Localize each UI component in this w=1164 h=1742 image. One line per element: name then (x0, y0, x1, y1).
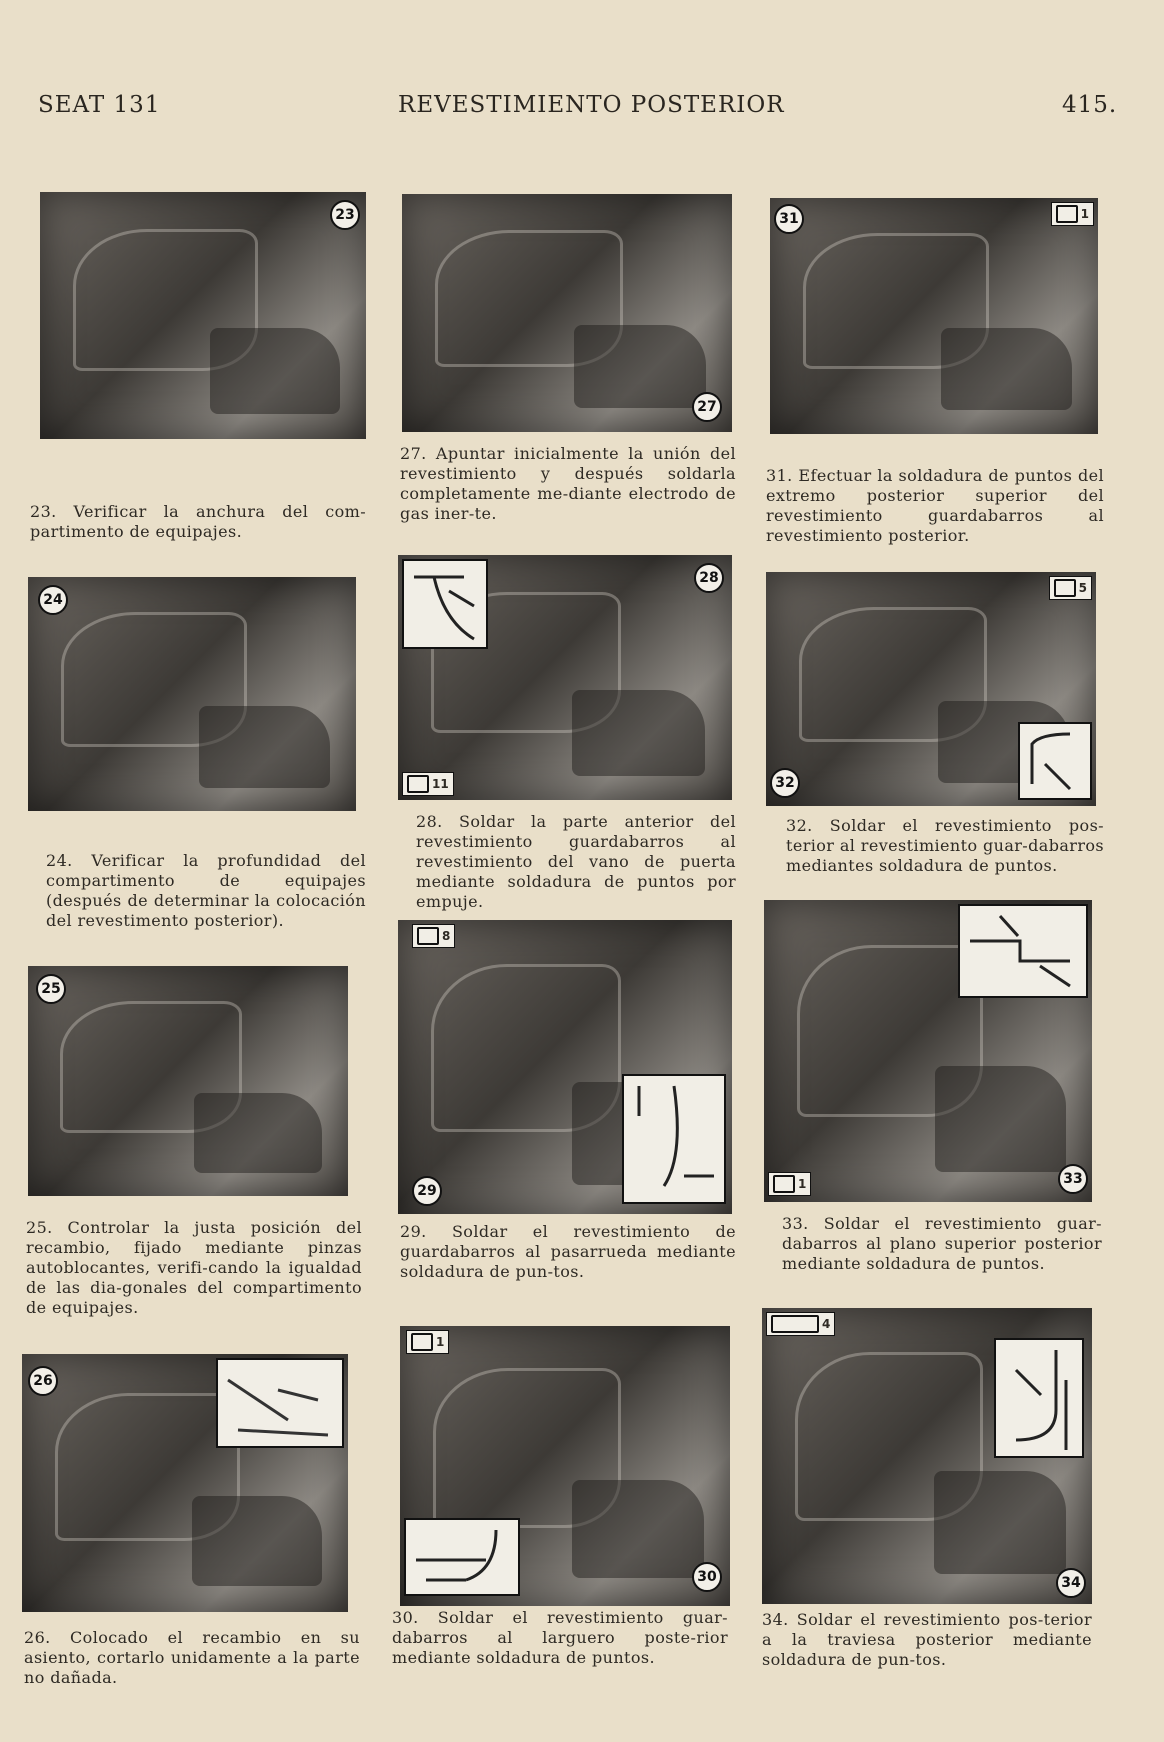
header-left: SEAT 131 (38, 92, 161, 118)
figure-29-number: 29 (412, 1176, 442, 1206)
figure-31-caption: 31. Efectuar la soldadura de puntos del extremo posterior superior del revestimiento guardabarros al revestimiento posterior. (766, 466, 1104, 545)
figure-24-number: 24 (38, 585, 68, 615)
figure-33-number: 33 (1058, 1164, 1088, 1194)
figure-26-number: 26 (28, 1366, 58, 1396)
figure-31-weld-tag-number: 1 (1080, 207, 1089, 221)
figure-23-number: 23 (330, 200, 360, 230)
weld-gun-icon (1054, 579, 1076, 597)
figure-30-weld-tag (406, 1330, 449, 1354)
figure-29-caption: 29. Soldar el revestimiento de guardabarros al pasarrueda mediante soldadura de pun-tos. (400, 1222, 736, 1281)
figure-32-detail-inset (1018, 722, 1092, 800)
figure-29-weld-tag (412, 924, 455, 948)
figure-29-photo (398, 920, 732, 1214)
figure-31-photo (770, 198, 1098, 434)
figure-30-weld-tag-number: 1 (436, 1335, 445, 1349)
figure-32-photo (766, 572, 1096, 806)
weld-gun-icon (417, 927, 439, 945)
weld-clamp-icon (1056, 205, 1078, 223)
figure-26-detail-inset (216, 1358, 344, 1448)
figure-34-photo (762, 1308, 1092, 1604)
figure-33-detail-inset (958, 904, 1088, 998)
weld-clamp-icon (411, 1333, 433, 1351)
weld-clamp-icon (407, 775, 429, 793)
weld-gun-icon (771, 1315, 819, 1333)
figure-28-weld-tag-number: 11 (432, 777, 449, 791)
figure-31-weld-tag (1051, 202, 1094, 226)
figure-25-number: 25 (36, 974, 66, 1004)
figure-28-photo (398, 555, 732, 800)
weld-clamp-icon (773, 1175, 795, 1193)
figure-32-caption: 32. Soldar el revestimiento pos-terior al revestimiento guar-dabarros mediantes soldadura de puntos. (786, 816, 1105, 875)
figure-33-photo (764, 900, 1092, 1202)
figure-24-caption: 24. Verificar la profundidad del compartimento de equipajes (después de determinar la colocación del revestimento posterior). (46, 851, 366, 930)
figure-34-detail-inset (994, 1338, 1084, 1458)
figure-24-photo (28, 577, 356, 811)
figure-33-weld-tag-number: 1 (798, 1177, 807, 1191)
page-title: REVESTIMIENTO POSTERIOR (398, 92, 785, 118)
figure-30-number: 30 (692, 1562, 722, 1592)
figure-30-caption: 30. Soldar el revestimiento guar-dabarros al larguero poste-rior mediante soldadura de puntos. (392, 1608, 728, 1667)
figure-25-caption: 25. Controlar la justa posición del recambio, fijado mediante pinzas autoblocantes, verifi-cando la igualdad de las dia-gonales del compartimento de equipajes. (26, 1218, 362, 1317)
figure-32-weld-tag (1049, 576, 1092, 600)
figure-29-weld-tag-number: 8 (442, 929, 451, 943)
page-number: 415. (1062, 92, 1118, 118)
figure-28-weld-tag (402, 772, 454, 796)
figure-34-number: 34 (1056, 1568, 1086, 1598)
figure-23-photo (40, 192, 366, 439)
figure-27-photo (402, 194, 732, 432)
figure-28-caption: 28. Soldar la parte anterior del revestimiento guardabarros al revestimiento del vano de puerta mediante soldadura de puntos por empuje. (416, 812, 736, 911)
figure-26-photo (22, 1354, 348, 1612)
figure-28-number: 28 (694, 563, 724, 593)
figure-31-number: 31 (774, 204, 804, 234)
figure-25-photo (28, 966, 348, 1196)
figure-32-number: 32 (770, 768, 800, 798)
figure-34-weld-tag (766, 1312, 835, 1336)
figure-34-caption: 34. Soldar el revestimiento pos-terior a la traviesa posterior mediante soldadura de pun-tos. (762, 1610, 1092, 1669)
figure-34-weld-tag-number: 4 (822, 1317, 831, 1331)
figure-33-weld-tag (768, 1172, 811, 1196)
figure-30-detail-inset (404, 1518, 520, 1596)
figure-28-detail-inset (402, 559, 488, 649)
figure-23-caption: 23. Verificar la anchura del com-partimento de equipajes. (30, 502, 366, 541)
figure-27-number: 27 (692, 392, 722, 422)
figure-33-caption: 33. Soldar el revestimiento guar-dabarros al plano superior posterior mediante soldadura de puntos. (782, 1214, 1102, 1273)
figure-29-detail-inset (622, 1074, 726, 1204)
figure-27-caption: 27. Apuntar inicialmente la unión del revestimiento y después soldarla completamente me-diante electrodo de gas iner-te. (400, 444, 736, 523)
figure-30-photo (400, 1326, 730, 1606)
figure-26-caption: 26. Colocado el recambio en su asiento, cortarlo unidamente a la parte no dañada. (24, 1628, 360, 1687)
figure-32-weld-tag-number: 5 (1078, 581, 1087, 595)
